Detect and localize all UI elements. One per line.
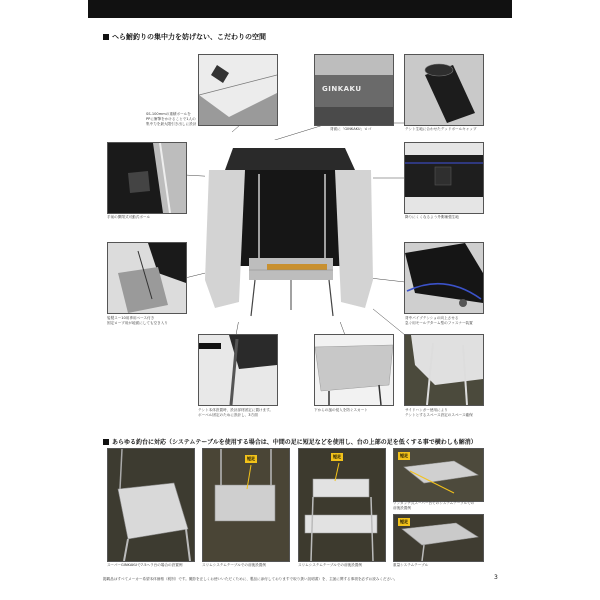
caption-skirt: 下からの風の侵入を防ぐスカート — [314, 408, 368, 412]
badge-short-leg: 短足 — [400, 453, 408, 458]
photo-setup-3 — [298, 448, 386, 562]
caption-outer-reinforcement: 降りにくくなるよう外側補強生地 — [405, 215, 459, 219]
page-number: 3 — [494, 574, 498, 581]
caption-logo: 背面に「GINKAKU」ロゴ — [330, 127, 372, 131]
badge-short-leg: 短足 — [400, 519, 408, 524]
photo-fastener — [404, 242, 484, 314]
caption-base: 髪製スー10用専用ベース付き 固定ロープ用が地面にしても空き入り — [107, 316, 168, 325]
caption-pole: SS-100mmの重積ポールを PPに衝撃をかけることで1人の 集中力を最大限引き出しに設計 — [146, 112, 197, 126]
photo-opening-pole — [107, 142, 187, 214]
photo-setup-2 — [202, 448, 290, 562]
caption-setup-4: ワンタッチ式スーパー台でのシステムテーブルでの 前後設置例 — [393, 501, 475, 510]
photo-setup-1 — [107, 448, 195, 562]
photo-side-hanger — [404, 334, 484, 406]
photo-frame-leg — [198, 334, 278, 406]
photo-main-tent — [205, 140, 373, 322]
caption-setup-3: スリムシステムテーブルでの前後設置例 — [298, 563, 362, 567]
photo-base — [107, 242, 187, 314]
caption-setup-1: スーパーGINKAKUで7.5ヘラ台の場合の設置例 — [107, 563, 183, 567]
photo-setup-5 — [393, 514, 484, 562]
photo-pole-cap — [404, 54, 484, 126]
section-2-heading: あらゆる釣台に対応（システムテーブルを使用する場合は、中間の足に短足などを使用し、台の上部の足を低くする事で横わしも解消） — [103, 437, 477, 446]
photo-skirt — [314, 334, 394, 406]
caption-setup-2: スリムシステムテーブルでの前後設置例 — [202, 563, 266, 567]
footer-notice: 掲載品はすべてメーカー希望本体価格（税別）です。撮影を正しくお使いいただくために、製品に添付しておりますで取り扱い説明書）を、主誕に関する事項を必ずお読みください。 — [103, 577, 398, 581]
section-1-heading: へら鮒釣りの集中力を妨げない、こだわりの空間 — [103, 32, 266, 42]
caption-setup-5: 重量システムテーブル — [393, 563, 429, 567]
photo-roof-corner — [198, 54, 278, 126]
caption-fastener: 背中パイブテンショの向上させる 急ぐ用モールデターム型のファスナー装置 — [405, 316, 473, 325]
caption-side-hanger: サイドハンガー使用により テントとするスペース設定のスペース確保 — [405, 408, 473, 417]
photo-ginkaku-logo — [314, 54, 394, 126]
caption-opening-pole: 手前の開閉式可動式ポール — [107, 215, 151, 219]
ginkaku-sign: GINKAKU — [322, 85, 362, 93]
photo-setup-4 — [393, 448, 484, 502]
badge-short-leg: 短足 — [333, 454, 341, 459]
caption-pole-cap: テント生地に合わせたデッドポールキャップ — [405, 127, 477, 131]
photo-outer-reinforcement — [404, 142, 484, 214]
caption-frame-leg: テント本体設置時、設計部材固定に置けます。 ボーベル固定のために設計し、3方面 — [198, 408, 273, 417]
square-bullet-icon — [103, 439, 109, 445]
badge-short-leg: 短足 — [247, 456, 255, 461]
